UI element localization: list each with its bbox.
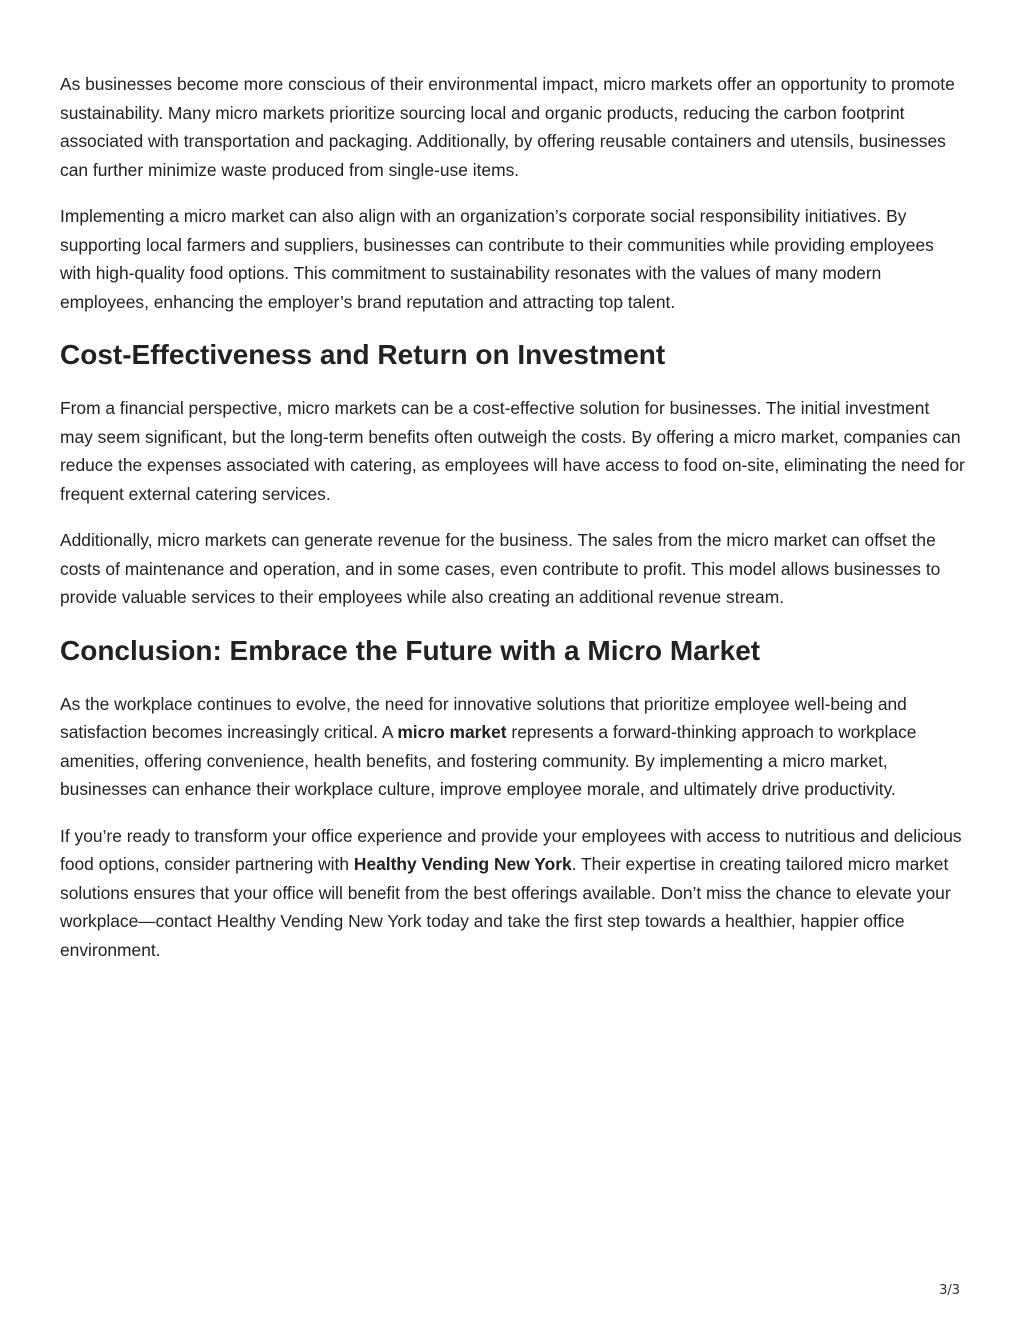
paragraph-conclusion <box>60 690 966 804</box>
heading-conclusion: Conclusion: Embrace the Future with a Micro Market <box>60 634 761 666</box>
heading-cost-effectiveness: Cost-Effectiveness and Return on Investment <box>60 339 666 370</box>
article-body <box>60 70 966 982</box>
paragraph-cta-text-2: . Their expertise in creating tailored micro market solutions ensures that your office will benefit from the best offerings available. Don’t miss the chance to elevate your workplace—contact Healthy Vending New York today and take the first step towards a healthier, happier office environment. <box>60 854 951 960</box>
paragraph-csr: Implementing a micro market can also align with an organization’s corporate social responsibility initiatives. By supporting local farmers and suppliers, businesses can contribute to their communities while providing employees with high-quality food options. This commitment to sustainability resonates with the values of many modern employees, enhancing the employer’s brand reputation and attracting top talent. <box>60 206 934 312</box>
bold-company-name: Healthy Vending New York <box>353 854 572 874</box>
paragraph-revenue: Additionally, micro markets can generate revenue for the business. The sales from the micro market can offset the costs of maintenance and operation, and in some cases, even contribute to profit. This model allows businesses to provide valuable services to their employees while also creating an additional revenue stream. <box>60 530 941 607</box>
paragraph-conclusion-text-1: As the workplace continues to evolve, the need for innovative solutions that prioritize employee well-being and satisfaction becomes increasingly critical. A <box>60 693 907 742</box>
paragraph-financial: From a financial perspective, micro markets can be a cost-effective solution for businesses. The initial investment may seem significant, but the long-term benefits often outweigh the costs. By offering a micro market, companies can reduce the expenses associated with catering, as employees will have access to food on-site, eliminating the need for frequent external catering services. <box>60 398 965 504</box>
paragraph-call-to-action <box>60 822 966 965</box>
page-number: 3/3 <box>939 1283 960 1298</box>
paragraph-sustainability: As businesses become more conscious of their environmental impact, micro markets offer an opportunity to promote sustainability. Many micro markets prioritize sourcing local and organic products, reducing the carbon footprint associated with transportation and packaging. Additionally, by offering reusable containers and utensils, businesses can further minimize waste produced from single-use items. <box>60 74 955 180</box>
paragraph-conclusion-text-2: represents a forward-thinking approach to workplace amenities, offering convenience, health benefits, and fostering community. By implementing a micro market, businesses can enhance their workplace culture, improve employee morale, and ultimately drive productivity. <box>60 722 917 799</box>
bold-micro-market: micro market <box>397 722 507 742</box>
paragraph-cta-text-1: If you’re ready to transform your office experience and provide your employees with access to nutritious and delicious food options, consider partnering with <box>60 825 962 874</box>
